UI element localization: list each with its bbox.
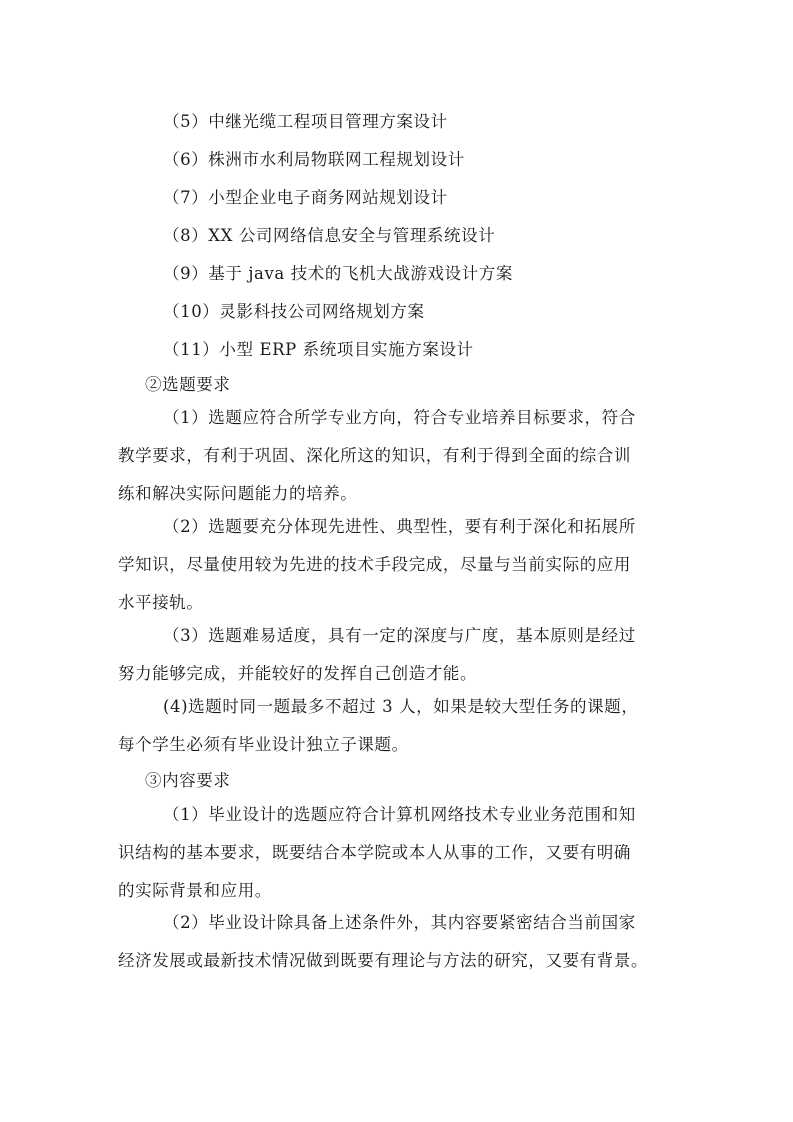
- paragraph-line: 识结构的基本要求，既要结合本学院或本人从事的工作，又要有明确: [118, 843, 631, 862]
- paragraph-line: 经济发展或最新技术情况做到既要有理论与方法的研究，又要有背景。: [118, 951, 649, 970]
- paragraph-line: 水平接轨。: [118, 593, 204, 612]
- paragraph: [118, 904, 693, 980]
- topic-item: （6）株洲市水利局物联网工程规划设计: [163, 150, 465, 169]
- paragraph-line: （3）选题难易适度，具有一定的深度与广度，基本原则是经过: [163, 626, 636, 645]
- paragraph: [118, 796, 693, 910]
- topic-item: （9）基于 java 技术的飞机大战游戏设计方案: [163, 264, 513, 283]
- section-heading-topic-requirements: ②选题要求: [145, 375, 231, 394]
- paragraph-line: 每个学生必须有毕业设计独立子课题。: [118, 735, 409, 754]
- section-heading-content-requirements: ③内容要求: [145, 771, 231, 790]
- paragraph: [118, 399, 693, 513]
- paragraph: [118, 688, 693, 764]
- paragraph-line: （2）毕业设计除具备上述条件外，其内容要紧密结合当前国家: [163, 913, 636, 932]
- topic-item: （7）小型企业电子商务网站规划设计: [163, 188, 448, 207]
- paragraph: [118, 508, 693, 622]
- topic-item: （10）灵影科技公司网络规划方案: [163, 302, 425, 321]
- paragraph-line: （1）选题应符合所学专业方向，符合专业培养目标要求，符合: [163, 408, 636, 427]
- paragraph-line: 努力能够完成，并能较好的发挥自己创造才能。: [118, 664, 478, 683]
- paragraph: [118, 617, 693, 693]
- topic-item: （5）中继光缆工程项目管理方案设计: [163, 112, 448, 131]
- paragraph-line: （2）选题要充分体现先进性、典型性，要有利于深化和拓展所: [163, 517, 636, 536]
- paragraph-line: 学知识，尽量使用较为先进的技术手段完成，尽量与当前实际的应用: [118, 555, 631, 574]
- topic-item: （8）XX 公司网络信息安全与管理系统设计: [163, 226, 496, 245]
- topic-item: （11）小型 ERP 系统项目实施方案设计: [163, 340, 474, 359]
- paragraph-line: 教学要求，有利于巩固、深化所这的知识，有利于得到全面的综合训: [118, 446, 631, 465]
- paragraph-line: 练和解决实际问题能力的培养。: [118, 484, 358, 503]
- paragraph-line: （1）毕业设计的选题应符合计算机网络技术专业业务范围和知: [163, 805, 636, 824]
- paragraph-line: 的实际背景和应用。: [118, 881, 272, 900]
- paragraph-line: (4)选题时同一题最多不超过 3 人，如果是较大型任务的课题，: [163, 697, 639, 716]
